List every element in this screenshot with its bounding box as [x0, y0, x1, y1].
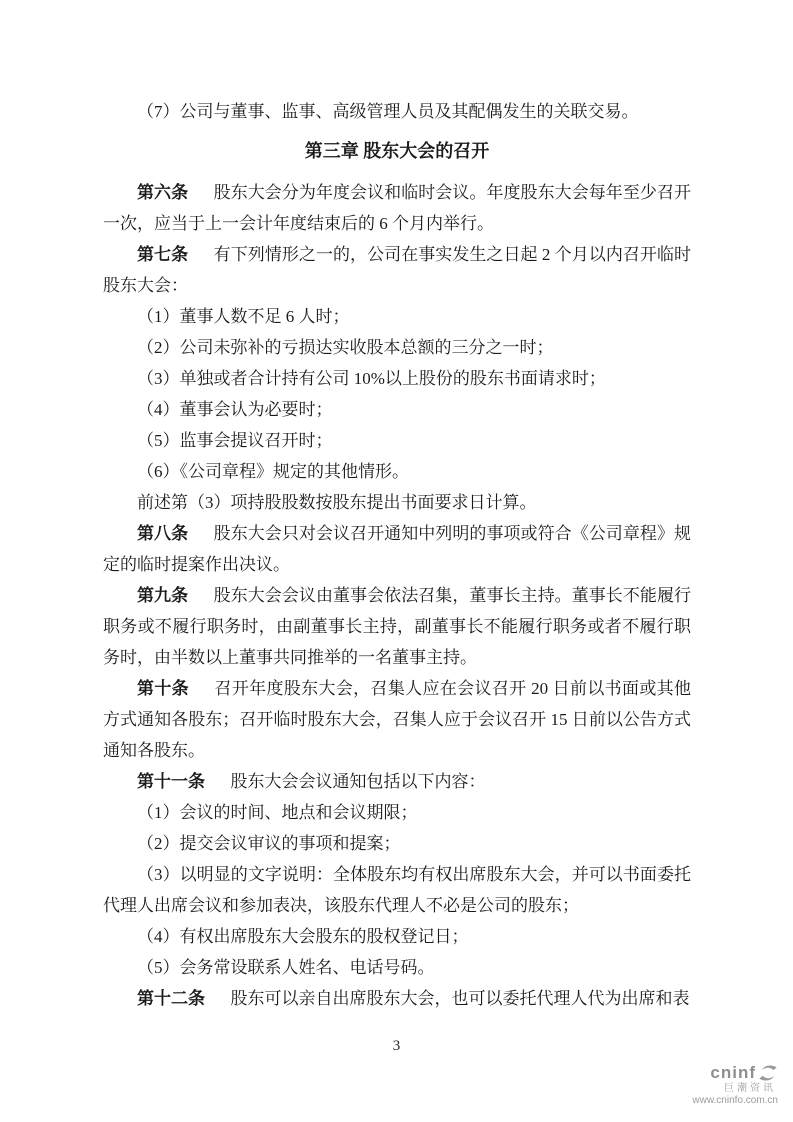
paragraph-text: 股东大会会议由董事会依法召集，董事长主持。董事长不能履行职务或不履行职务时，由副董事长主持，副董事长不能履行职务或者不履行职务时，由半数以上董事共同推举的一名董事主持。	[103, 586, 692, 667]
paragraph	[103, 177, 691, 239]
paragraph-text: 股东大会会议通知包括以下内容：	[230, 772, 486, 791]
paragraph-text: （7）公司与董事、监事、高级管理人员及其配偶发生的关联交易。	[137, 102, 639, 121]
paragraph-text: 前述第（3）项持股股数按股东提出书面要求日计算。	[137, 493, 537, 512]
paragraph-text: （5）会务常设联系人姓名、电话号码。	[137, 958, 435, 977]
paragraph-text: （1）会议的时间、地点和会议期限；	[137, 803, 418, 822]
leading-paragraph	[103, 96, 691, 127]
list-item	[103, 859, 691, 921]
list-item	[103, 456, 691, 487]
page-number: 3	[392, 1038, 401, 1054]
paragraph-text: （4）董事会认为必要时；	[137, 400, 333, 419]
list-item	[103, 394, 691, 425]
paragraph-text: （6）《公司章程》规定的其他情形。	[137, 462, 409, 481]
paragraph	[103, 983, 691, 1014]
paragraph-text: 股东大会分为年度会议和临时会议。年度股东大会每年至少召开一次，应当于上一会计年度结束后的 6 个月内举行。	[103, 183, 692, 233]
list-item	[103, 921, 691, 952]
list-item	[103, 363, 691, 394]
paragraph-text: （2）提交会议审议的事项和提案；	[137, 834, 401, 853]
paragraph	[103, 580, 691, 673]
paragraph-text: 召开年度股东大会，召集人应在会议召开 20 日前以书面或其他方式通知各股东；召开临时股东大会，召集人应于会议召开 15 日前以公告方式通知各股东。	[103, 679, 691, 760]
article-number: 第七条	[137, 245, 189, 264]
article-number: 第十二条	[137, 989, 205, 1008]
paragraph-text: （3）单独或者合计持有公司 10%以上股份的股东书面请求时；	[137, 369, 606, 388]
list-item	[103, 332, 691, 363]
list-item	[103, 797, 691, 828]
paragraph	[103, 518, 691, 580]
logo-swirl-icon	[758, 1064, 778, 1082]
logo-brand-text: cninf	[710, 1063, 756, 1082]
logo-chinese-name: 巨潮资讯	[724, 1083, 776, 1094]
paragraph-text: （4）有权出席股东大会股东的股权登记日；	[137, 927, 469, 946]
paragraph-text: （5）监事会提议召开时；	[137, 431, 333, 450]
article-number: 第八条	[137, 524, 189, 543]
list-item	[103, 952, 691, 983]
paragraph-text: 有下列情形之一的，公司在事实发生之日起 2 个月以内召开临时股东大会：	[103, 245, 692, 295]
article-number: 第六条	[137, 183, 189, 202]
cninfo-logo	[692, 1064, 778, 1107]
document-body	[103, 96, 691, 1014]
paragraph	[103, 239, 691, 301]
list-item	[103, 425, 691, 456]
article-number: 第十一条	[137, 772, 205, 791]
list-item	[103, 828, 691, 859]
paragraph	[103, 766, 691, 797]
list-item	[103, 301, 691, 332]
logo-url: www.cninfo.com.cn	[692, 1095, 778, 1106]
logo-brand-row	[692, 1064, 778, 1082]
paragraph-text: 股东大会只对会议召开通知中列明的事项或符合《公司章程》规定的临时提案作出决议。	[103, 524, 692, 574]
article-number: 第十条	[137, 679, 189, 698]
paragraph	[103, 487, 691, 518]
article-number: 第九条	[137, 586, 189, 605]
paragraph-text: （2）公司未弥补的亏损达实收股本总额的三分之一时；	[137, 338, 554, 357]
paragraph-text: （1）董事人数不足 6 人时；	[137, 307, 350, 326]
chapter-heading: 第三章 股东大会的召开	[304, 141, 490, 161]
paragraph-text: （3）以明显的文字说明：全体股东均有权出席股东大会，并可以书面委托代理人出席会议和参加表决，该股东代理人不必是公司的股东；	[103, 865, 691, 915]
paragraph-text: 股东可以亲自出席股东大会，也可以委托代理人代为出席和表	[230, 989, 690, 1008]
paragraph	[103, 673, 691, 766]
